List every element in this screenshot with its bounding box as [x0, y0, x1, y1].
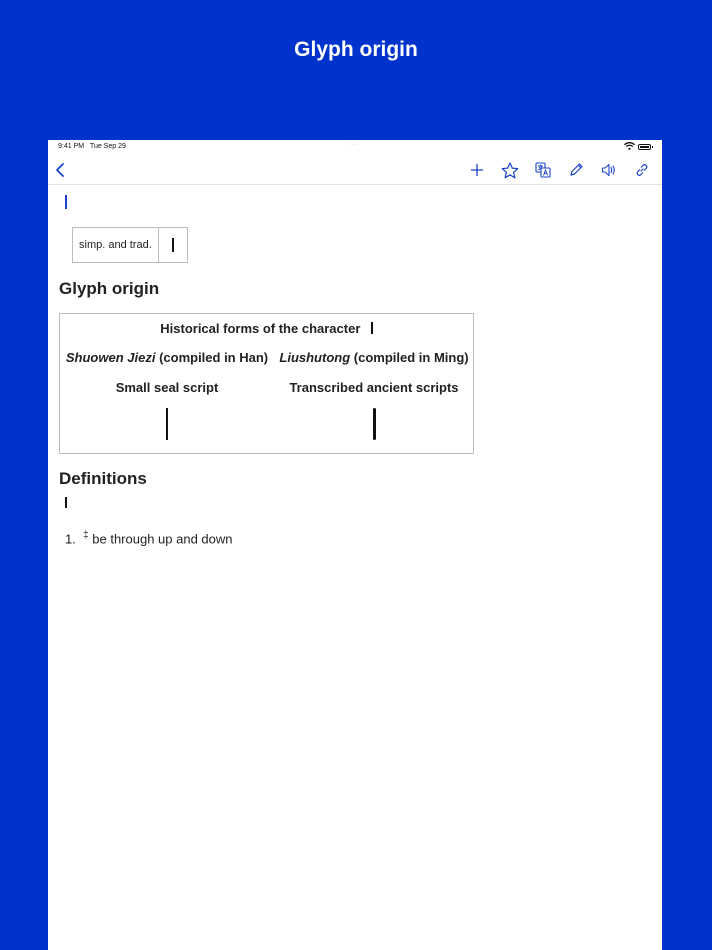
- glyph-origin-heading: Glyph origin: [59, 279, 160, 298]
- historical-forms-table: [59, 313, 474, 454]
- source-liushutong: Liushutong (compiled in Ming): [279, 350, 469, 365]
- page-banner-title: Glyph origin: [294, 38, 418, 61]
- source-shuowen: Shuowen Jiezi (compiled in Han): [65, 350, 269, 365]
- device-screen: [48, 140, 662, 950]
- link-icon[interactable]: [633, 161, 651, 179]
- status-bar: [48, 140, 662, 154]
- translate-icon[interactable]: [534, 161, 552, 179]
- back-chevron-icon[interactable]: [51, 161, 69, 179]
- status-time: 9:41 PM Tue Sep 29: [58, 143, 126, 150]
- star-icon[interactable]: [501, 161, 519, 179]
- character-forms-table: [72, 227, 188, 263]
- form-label: simp. and trad.: [73, 228, 159, 263]
- multitask-dots: ···: [348, 141, 358, 148]
- definitions-character: [65, 497, 67, 508]
- battery-icon: [638, 144, 651, 150]
- script-transcribed-ancient: Transcribed ancient scripts: [289, 380, 459, 395]
- plus-icon[interactable]: [468, 161, 486, 179]
- wifi-icon: [624, 142, 635, 152]
- definitions-heading: Definitions: [59, 469, 147, 488]
- definition-item: 1. ‡ be through up and down: [65, 530, 233, 547]
- glyph-images-row: [60, 408, 473, 442]
- pencil-icon[interactable]: [567, 161, 585, 179]
- speaker-icon[interactable]: [600, 161, 618, 179]
- historical-forms-caption: Historical forms of the character: [60, 321, 473, 336]
- small-seal-glyph: [60, 408, 274, 440]
- form-character: [158, 228, 187, 263]
- script-small-seal: Small seal script: [115, 380, 219, 395]
- ancient-script-glyph: [274, 408, 474, 440]
- headword-character: [65, 195, 67, 209]
- navigation-bar: [48, 154, 662, 185]
